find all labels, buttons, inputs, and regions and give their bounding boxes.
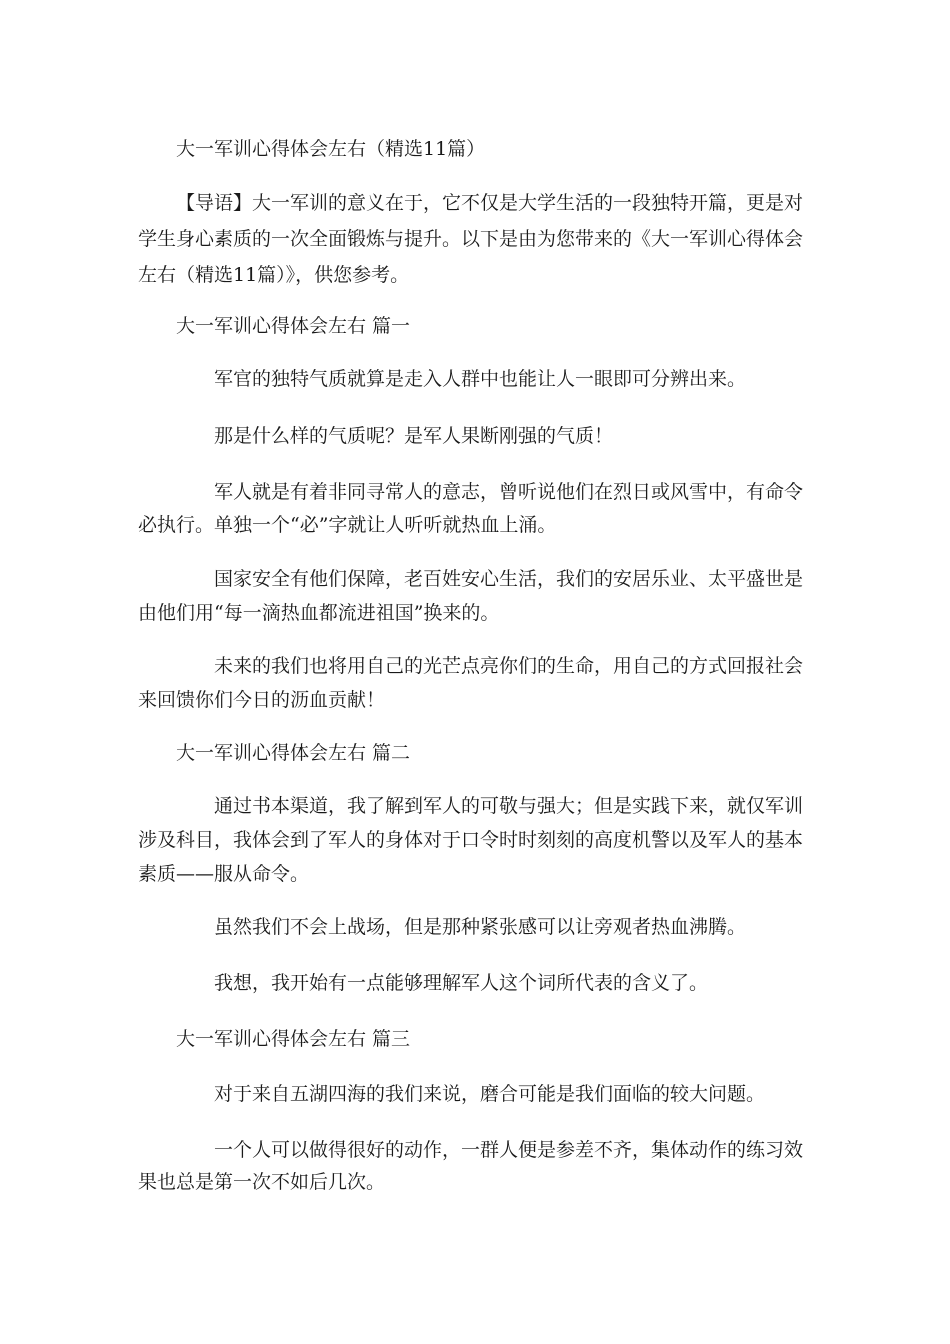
- intro-line-3: 左右（精选11篇）》，供您参考。: [138, 264, 410, 286]
- paragraph-line: 来回馈你们今日的沥血贡献！: [138, 689, 386, 711]
- paragraph-line: 那是什么样的气质呢？是军人果断刚强的气质！: [214, 425, 614, 447]
- section-heading-1: 大一军训心得体会左右 篇一: [176, 315, 411, 337]
- paragraph-line: 虽然我们不会上战场，但是那种紧张感可以让旁观者热血沸腾。: [214, 916, 747, 938]
- paragraph-line: 素质——服从命令。: [138, 863, 310, 885]
- paragraph-line: 果也总是第一次不如后几次。: [138, 1171, 386, 1193]
- paragraph-line: 军人就是有着非同寻常人的意志，曾听说他们在烈日或风雪中，有命令: [214, 481, 804, 503]
- paragraph-line: 我想，我开始有一点能够理解军人这个词所代表的含义了。: [214, 972, 709, 994]
- paragraph-line: 由他们用“每一滴热血都流进祖国”换来的。: [138, 602, 500, 624]
- paragraph-line: 涉及科目，我体会到了军人的身体对于口令时时刻刻的高度机警以及军人的基本: [138, 829, 804, 851]
- paragraph-line: 必执行。单独一个“必”字就让人听听就热血上涌。: [138, 514, 557, 536]
- paragraph-line: 通过书本渠道，我了解到军人的可敬与强大；但是实践下来，就仅军训: [214, 795, 804, 817]
- paragraph-line: 国家安全有他们保障，老百姓安心生活，我们的安居乐业、太平盛世是: [214, 568, 804, 590]
- paragraph-line: 一个人可以做得很好的动作，一群人便是参差不齐，集体动作的练习效: [214, 1139, 804, 1161]
- paragraph-line: 军官的独特气质就算是走入人群中也能让人一眼即可分辨出来。: [214, 368, 747, 390]
- document-title: 大一军训心得体会左右（精选11篇）: [176, 138, 486, 160]
- intro-line-2: 学生身心素质的一次全面锻炼与提升。以下是由为您带来的《大一军训心得体会: [138, 228, 804, 250]
- intro-line-1: 【导语】大一军训的意义在于，它不仅是大学生活的一段独特开篇，更是对: [176, 192, 804, 214]
- section-heading-3: 大一军训心得体会左右 篇三: [176, 1028, 411, 1050]
- section-heading-2: 大一军训心得体会左右 篇二: [176, 742, 411, 764]
- paragraph-line: 对于来自五湖四海的我们来说，磨合可能是我们面临的较大问题。: [214, 1083, 766, 1105]
- paragraph-line: 未来的我们也将用自己的光芒点亮你们的生命，用自己的方式回报社会: [214, 655, 804, 677]
